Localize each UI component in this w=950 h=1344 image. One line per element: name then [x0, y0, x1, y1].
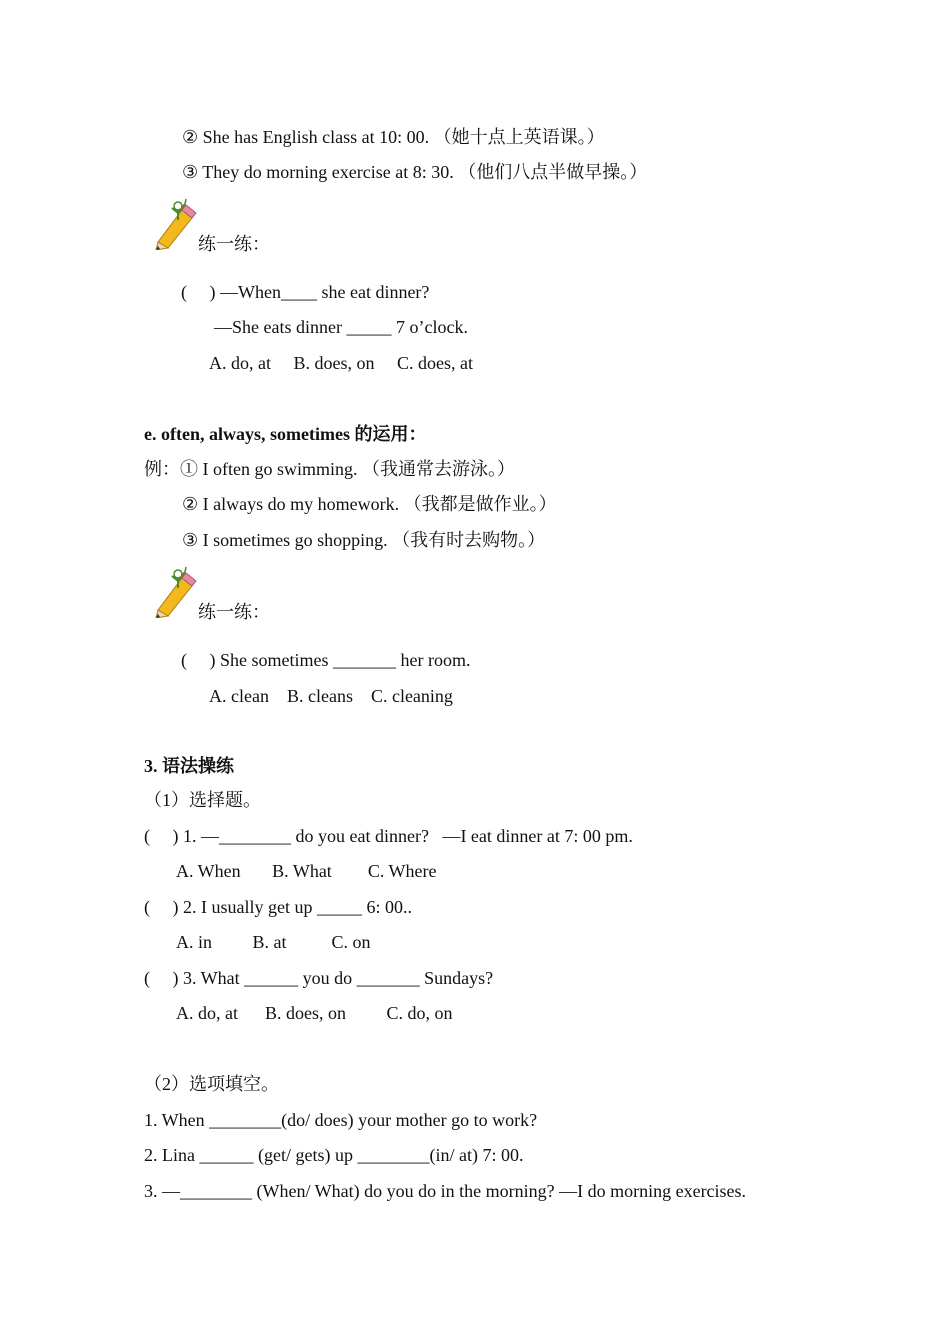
- question-2-options: A. in B. at C. on: [176, 932, 371, 952]
- practice1-options: A. do, at B. does, on C. does, at: [209, 353, 473, 373]
- practice1-answer: —She eats dinner _____ 7 o’clock.: [214, 317, 468, 337]
- section-e-example-1: 例：① I often go swimming. （我通常去游泳。）: [144, 459, 515, 479]
- fill-item-1: 1. When ________(do/ does) your mother go to work?: [144, 1110, 538, 1130]
- example-line-2: ② She has English class at 10: 00. （她十点上英语课。）: [182, 127, 605, 147]
- question-1-options: A. When B. What C. Where: [176, 861, 437, 881]
- practice1-question: ( ) —When____ she eat dinner?: [181, 282, 430, 302]
- practice-label: 练一练：: [198, 602, 270, 622]
- pencil-icon: [152, 566, 198, 618]
- question-3-options: A. do, at B. does, on C. do, on: [176, 1003, 453, 1023]
- practice2-options: A. clean B. cleans C. cleaning: [209, 686, 453, 706]
- section-e-example-3: ③ I sometimes go shopping. （我有时去购物。）: [182, 530, 546, 550]
- question-1: ( ) 1. —________ do you eat dinner? —I eat dinner at 7: 00 pm.: [144, 826, 633, 846]
- practice-label: 练一练：: [198, 234, 270, 254]
- fill-item-2: 2. Lina ______ (get/ gets) up ________(in/ at) 7: 00.: [144, 1145, 524, 1165]
- fill-item-3: 3. —________ (When/ What) do you do in the morning? —I do morning exercises.: [144, 1181, 747, 1201]
- part2-label: （2）选项填空。: [144, 1074, 279, 1094]
- practice2-question: ( ) She sometimes _______ her room.: [181, 650, 471, 670]
- section-e-heading: e. often, always, sometimes 的运用：: [144, 424, 427, 444]
- section-e-example-2: ② I always do my homework. （我都是做作业。）: [182, 494, 557, 514]
- question-3: ( ) 3. What ______ you do _______ Sundays?: [144, 968, 494, 988]
- example-line-3: ③ They do morning exercise at 8: 30. （他们八点半做早操。）: [182, 162, 648, 182]
- question-2: ( ) 2. I usually get up _____ 6: 00..: [144, 897, 412, 917]
- pencil-icon: [152, 198, 198, 250]
- part1-label: （1）选择题。: [144, 790, 261, 810]
- section3-heading: 3. 语法操练: [144, 756, 234, 776]
